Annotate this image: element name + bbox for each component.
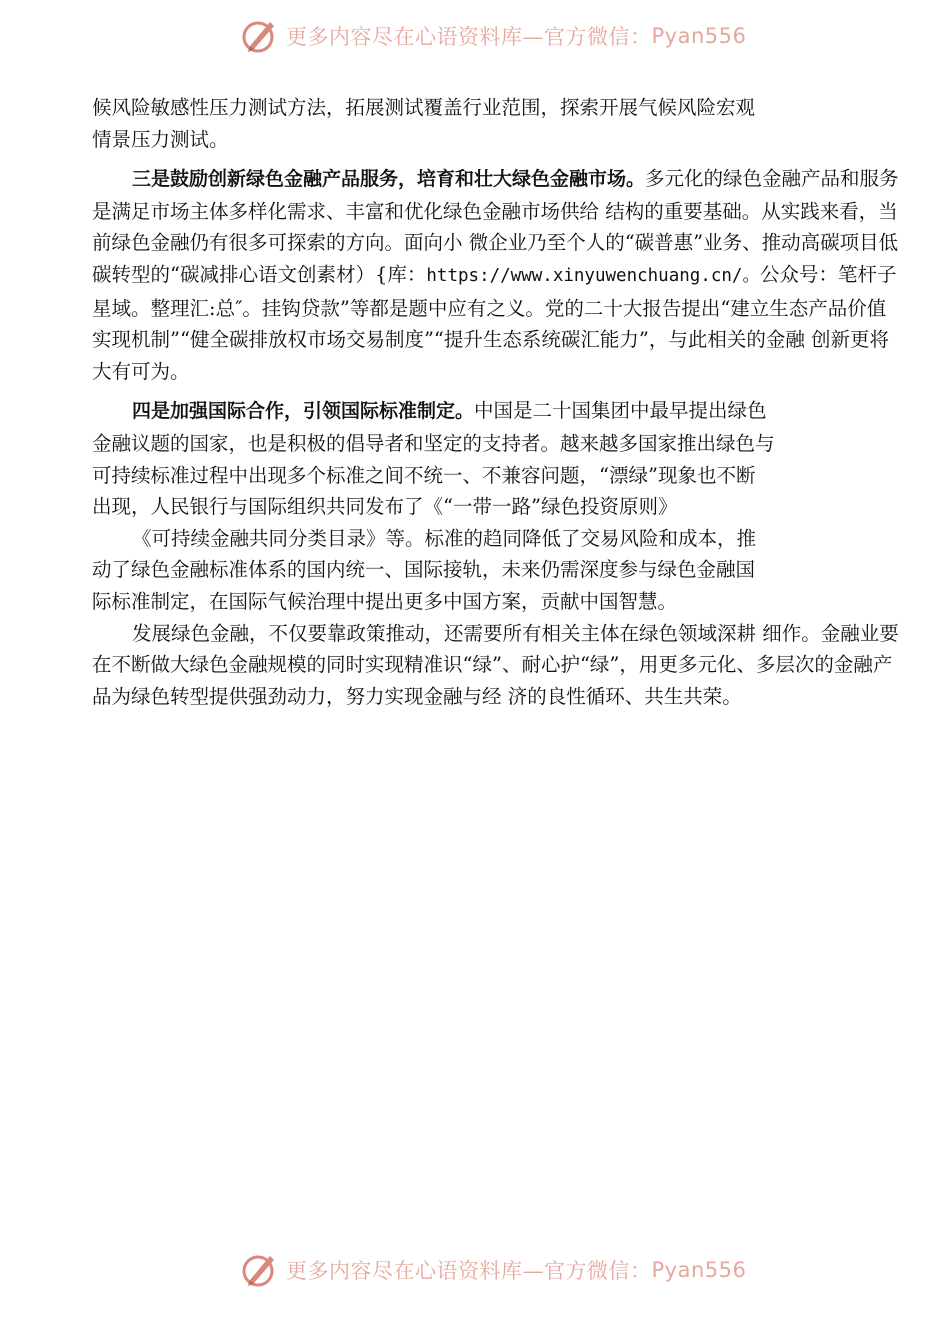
document-body	[92, 92, 902, 720]
paragraph-0-line-2: 情景压力测试。	[92, 127, 229, 151]
header-watermark-banner	[240, 14, 746, 58]
paragraph-2	[92, 395, 902, 617]
paragraph-1-text-a: 多元化的绿色金融产品和服务是满足市场主体多样化需求、丰富和优化绿色金融市场供给 结构的重要基础。从实践来看，当前绿色金融仍有很多可探索的方向。面向小 微企业乃至个人的“碳普惠”业务、推动高碳项目低碳转型的“碳减排心语文创素材）{库：	[92, 167, 899, 286]
paragraph-2-line-2: 金融议题的国家，也是积极的倡导者和坚定的支持者。越来越多国家推出绿色与	[92, 431, 775, 455]
paragraph-2-line-4: 出现，人民银行与国际组织共同发布了《“一带一路”绿色投资原则》	[92, 495, 678, 519]
banner-wechat-id: Pyan556	[651, 24, 747, 48]
paragraph-2-line-6: 动了绿色金融标准体系的国内统一、国际接轨，未来仍需深度参与绿色金融国	[92, 558, 756, 582]
paragraph-0-line-1: 候风险敏感性压力测试方法，拓展测试覆盖行业范围，探索开展气候风险宏观	[92, 96, 756, 119]
banner-text: 更多内容尽在心语资料库—官方微信：	[286, 25, 652, 49]
banner-wechat-id: Pyan556	[651, 1258, 747, 1282]
paragraph-3: 发展绿色金融，不仅要靠政策推动，还需要所有相关主体在绿色领域深耕 细作。金融业要在不断做大绿色金融规模的同时实现精准识“绿”、耐心护“绿”，用更多元化、多层次的金融产品为绿色转型提供强劲动力，努力实现金融与经 济的良性循环、共生共荣。	[92, 621, 899, 708]
paragraph-1	[92, 163, 902, 387]
pen-logo-icon	[240, 16, 280, 56]
paragraph-2-line-7: 际标准制定，在国际气候治理中提出更多中国方案，贡献中国智慧。	[92, 589, 678, 613]
paragraph-2-heading: 四是加强国际合作，引领国际标准制定。	[132, 400, 475, 423]
paragraph-2-line-5: 《可持续金融共同分类目录》等。标准的趋同降低了交易风险和成本，推	[132, 526, 757, 550]
paragraph-1-text-b: 公众号：笔杆子星域。整理汇:总″。挂钩贷款”等都是题中应有之义。党的二十大报告提出“建立生态产品价值实现机制”“健全碳排放权市场交易制度”“提升生态系统碳汇能力”，与此相关的金融 创新更将大有可为。	[92, 262, 897, 383]
paragraph-2-line-3: 可持续标准过程中出现多个标准之间不统一、不兼容问题，“漂绿”现象也不断	[92, 463, 756, 487]
pen-logo-icon	[240, 1250, 280, 1290]
paragraph-1-heading: 三是鼓励创新绿色金融产品服务，培育和壮大绿色金融市场。	[132, 168, 646, 191]
banner-text: 更多内容尽在心语资料库—官方微信：	[286, 1259, 652, 1283]
paragraph-2-line-1-text: 中国是二十国集团中最早提出绿色	[474, 399, 767, 423]
footer-watermark-banner	[240, 1248, 746, 1292]
paragraph-2-line-1	[92, 395, 902, 428]
paragraph-1-url: https://www.xinyuwenchuang.cn/。	[426, 265, 760, 286]
paragraph-0	[92, 92, 902, 155]
